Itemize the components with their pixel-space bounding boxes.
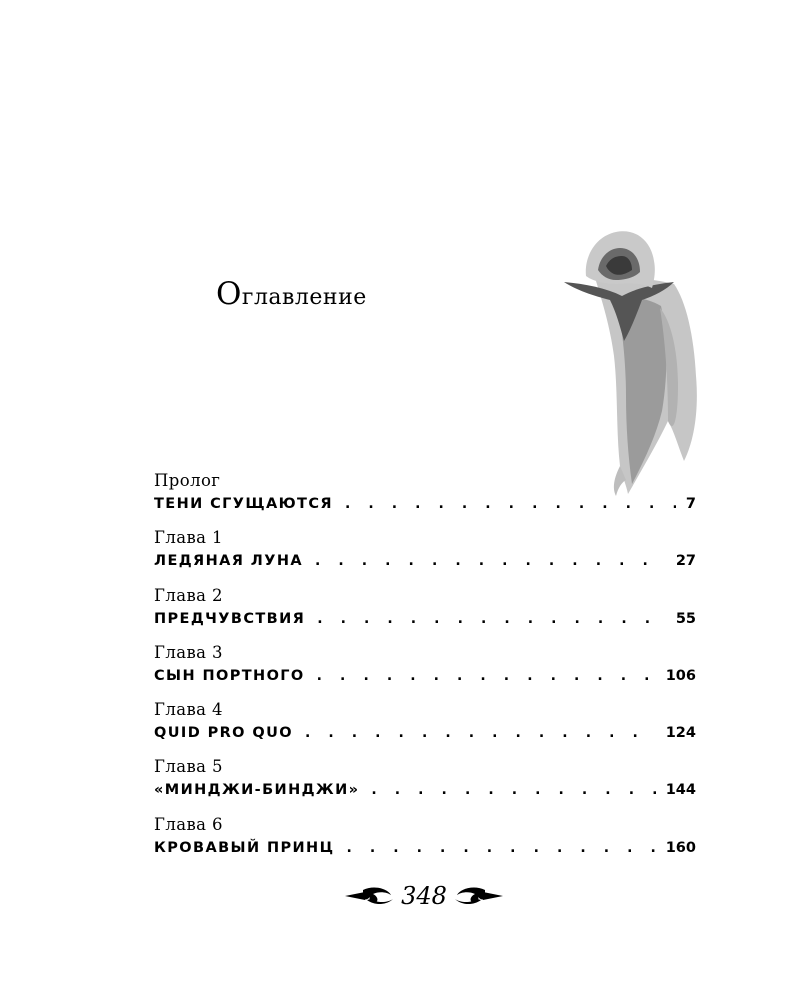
entry-line — [154, 836, 696, 860]
page-number: 55 — [675, 610, 696, 627]
entry-line — [154, 607, 696, 631]
entry-line — [154, 778, 696, 802]
page-folio — [344, 880, 504, 912]
dot-leader — [345, 492, 676, 516]
chapter-label: Глава 4 — [154, 700, 223, 720]
entry-line — [154, 721, 696, 745]
chapter-label: Глава 2 — [154, 585, 223, 605]
page-number: 7 — [685, 496, 696, 512]
chapter-title: ТЕНИ СГУЩАЮТСЯ — [154, 496, 333, 512]
chapter-title: КРОВАВЫЙ ПРИНЦ — [154, 839, 335, 856]
page-title — [216, 276, 367, 312]
hooded-figure-illustration — [556, 226, 706, 501]
chapter-title: СЫН ПОРТНОГО — [154, 667, 305, 684]
toc-entry-chapter-2[interactable] — [154, 585, 696, 642]
chapter-label: Глава 5 — [154, 757, 223, 777]
toc-entry-chapter-5[interactable] — [154, 756, 696, 813]
toc-entry-chapter-6[interactable] — [154, 814, 696, 871]
chapter-label: Пролог — [154, 471, 221, 490]
page-number: 106 — [665, 667, 696, 684]
toc-entry-chapter-4[interactable] — [154, 699, 696, 756]
toc-entry-chapter-1[interactable] — [154, 527, 696, 584]
page-number: 124 — [665, 725, 696, 742]
page-title-initial: О — [216, 276, 242, 312]
dot-leader — [346, 836, 655, 860]
dot-leader — [371, 778, 655, 802]
chapter-label: Глава 3 — [154, 642, 223, 662]
page-number-folio: 348 — [401, 882, 447, 910]
page-number: 144 — [665, 782, 696, 799]
page-title-rest: главление — [241, 285, 367, 310]
dot-leader — [317, 664, 656, 688]
toc-list — [154, 470, 696, 871]
entry-line — [154, 664, 696, 688]
page-number: 27 — [675, 553, 696, 570]
entry-line — [154, 492, 696, 516]
toc-entry-chapter-3[interactable] — [154, 642, 696, 699]
dot-leader — [315, 549, 666, 573]
chapter-title: QUID PRO QUO — [154, 725, 293, 742]
chapter-label: Глава 1 — [154, 528, 223, 548]
chapter-title: ПРЕДЧУВСТВИЯ — [154, 610, 306, 627]
dot-leader — [305, 721, 656, 745]
chapter-label: Глава 6 — [154, 814, 223, 834]
chapter-title: «МИНДЖИ-БИНДЖИ» — [154, 782, 360, 799]
ornament-swirl-left-icon — [343, 886, 395, 906]
chapter-title: ЛЕДЯНАЯ ЛУНА — [154, 553, 303, 570]
dot-leader — [317, 607, 666, 631]
page-number: 160 — [665, 839, 696, 856]
ornament-swirl-right-icon — [453, 886, 505, 906]
entry-line — [154, 549, 696, 573]
toc-entry-prologue[interactable] — [154, 470, 696, 527]
